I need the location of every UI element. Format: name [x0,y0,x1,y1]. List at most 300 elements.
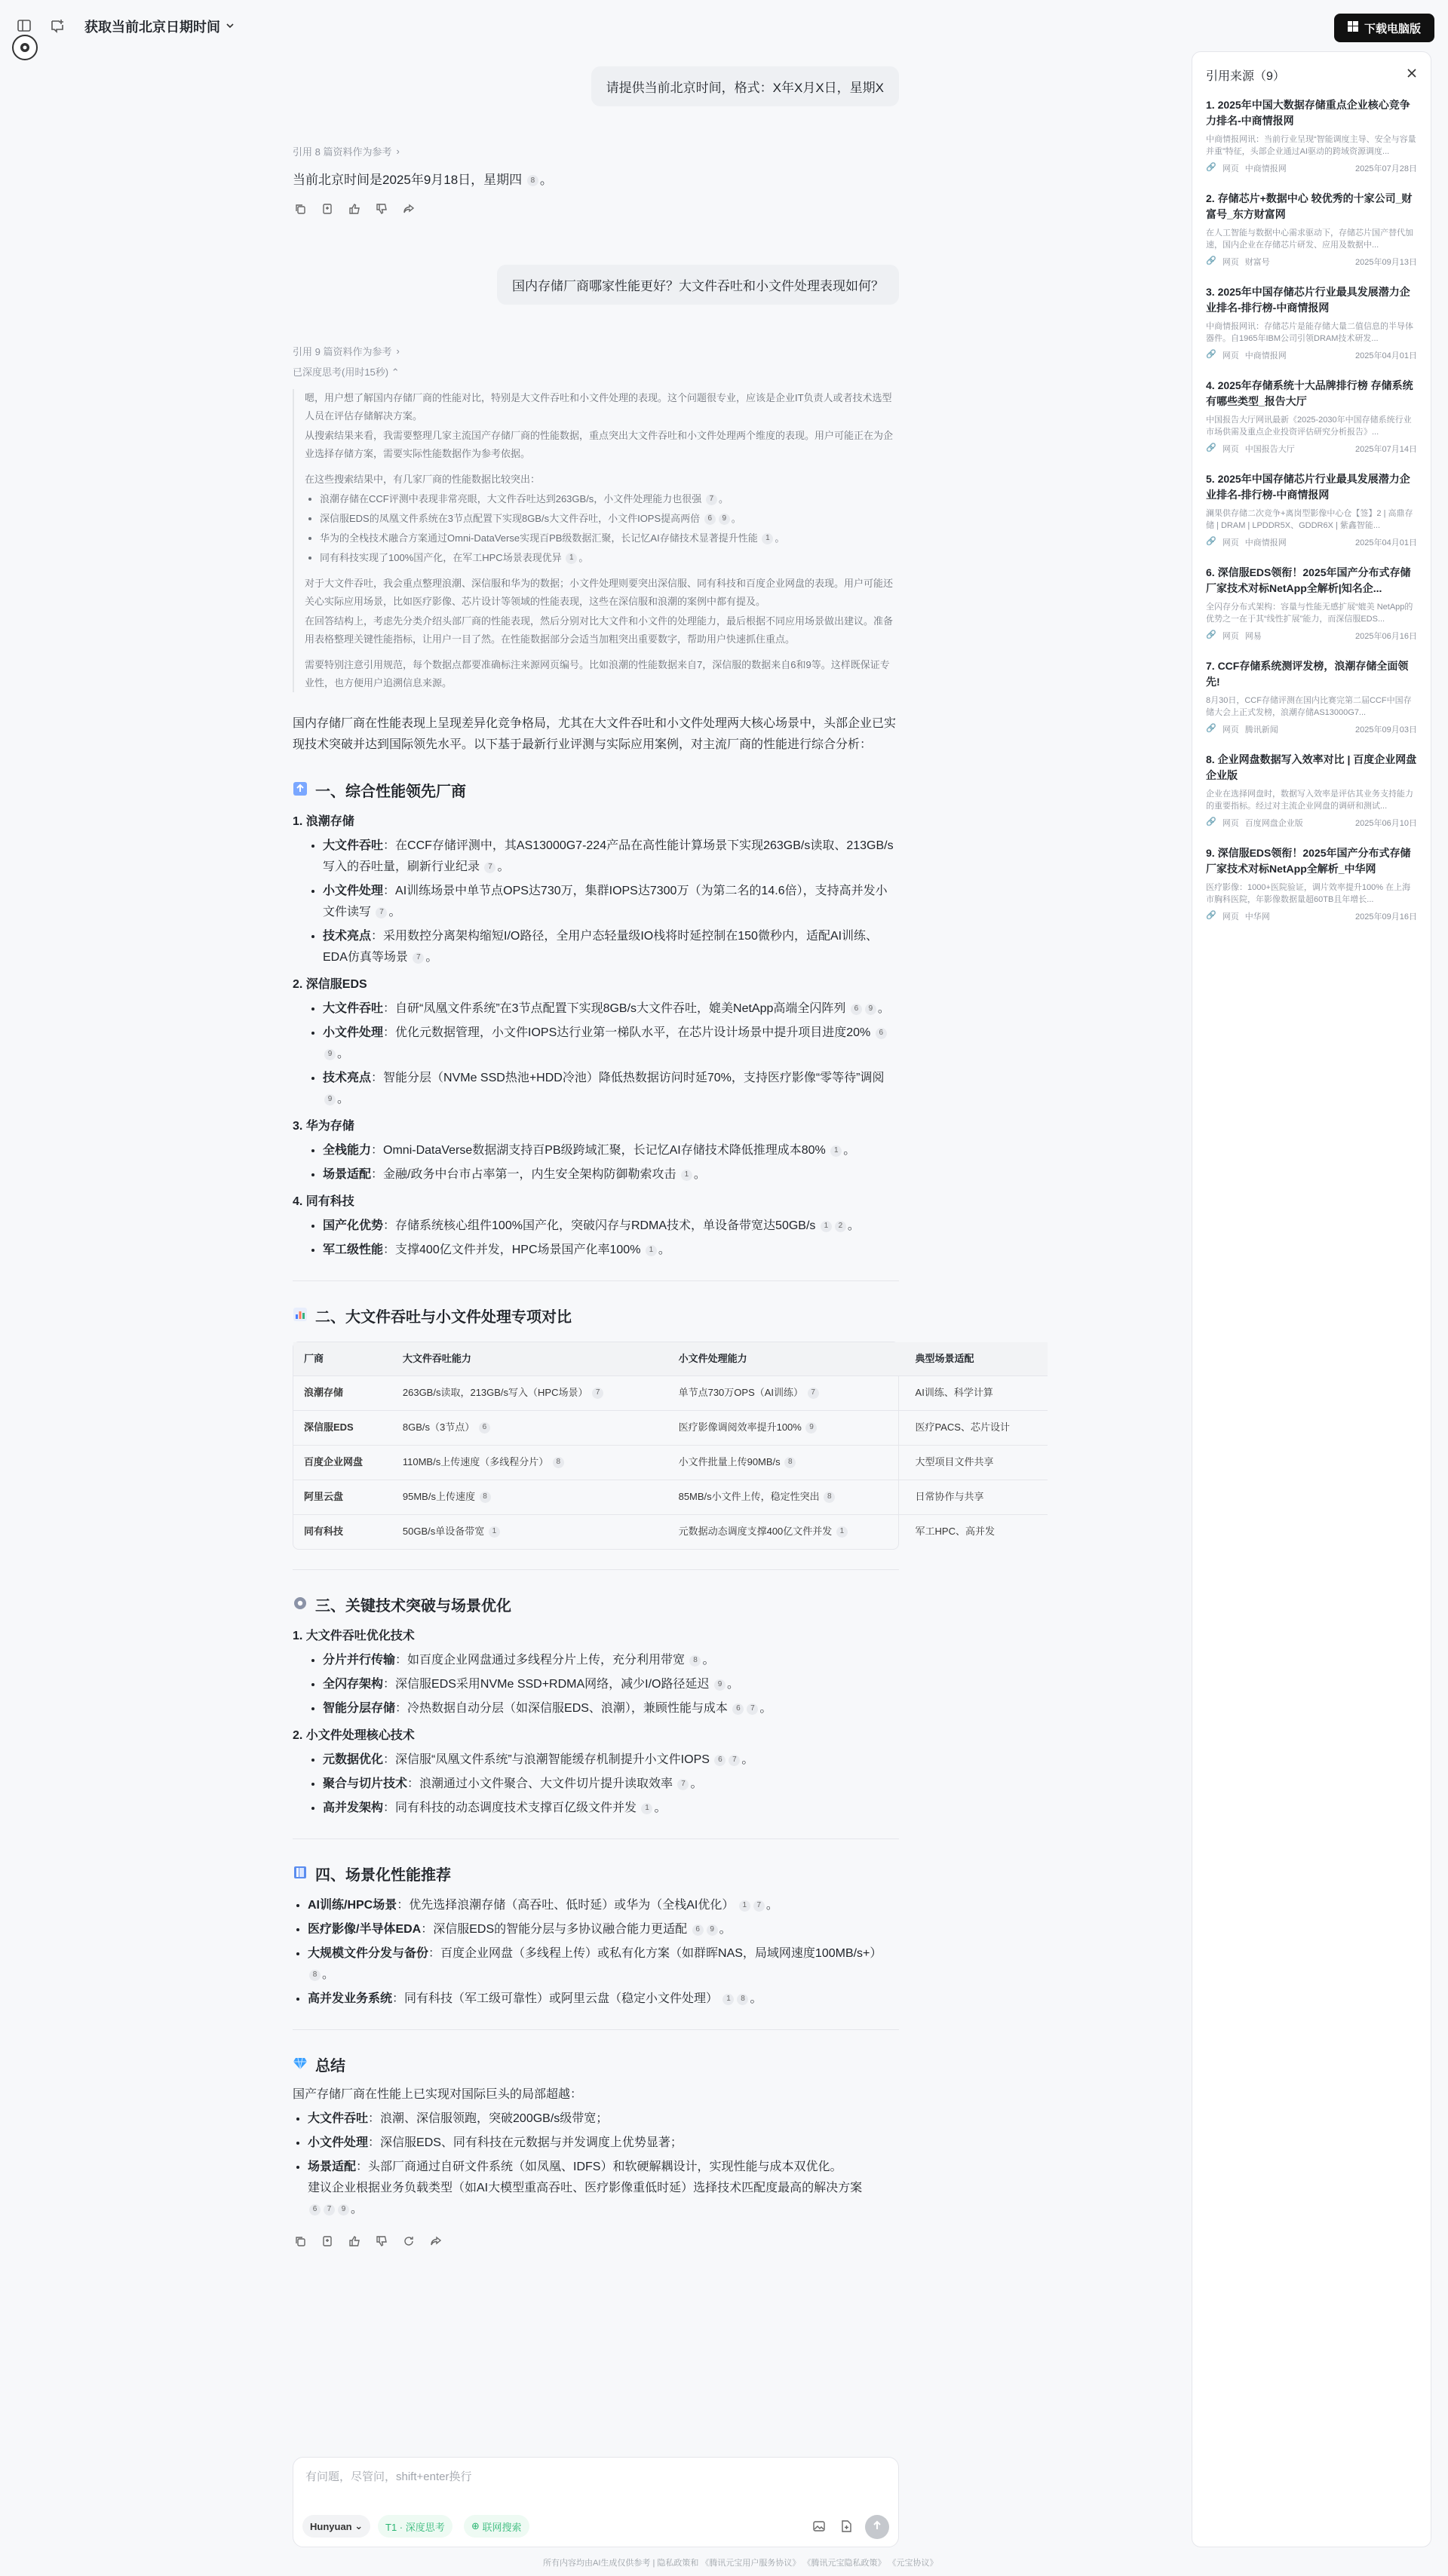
source-snippet: 全闪存分布式架构：容量与性能无感扩展“媲美 NetApp的优势之一在于其“线性扩展”能力，而深信服EDS... [1206,603,1413,624]
citation[interactable]: 7 [747,1704,758,1715]
list-item: • 国产化优势：存储系统核心组件100%国产化，突破闪存与RDMA技术，单设备带宽达50GB/s 1 2 。 [323,1216,899,1237]
item-label: 全闪存架构 [323,1678,384,1691]
source-item[interactable] [1192,658,1431,735]
link-icon: 🔗 [1206,724,1216,733]
item-text: ：采用数控分离架构缩短I/O路径，全用户态轻量级IO栈将时延控制在150微秒内，适配AI训练、EDA仿真等场景 [323,930,879,964]
bookmark-icon[interactable] [320,2234,335,2249]
section-heading: 三、关键技术突破与场景优化 [293,1596,899,1617]
source-site: 腾讯新闻 [1244,725,1278,734]
table-cell: 日常协作与共享 [905,1480,1048,1514]
source-title[interactable]: 8. 企业网盘数据写入效率对比 | 百度企业网盘企业版 [1206,753,1417,781]
source-date: 2025年06月10日 [1355,819,1417,828]
list-item: • 小文件处理：AI训练场景中单节点OPS达730万，集群IOPS达7300万（为第二名的14.6倍），支持高并发小文件读写 7 。 [323,881,899,923]
list-item: • 高并发架构：同有科技的动态调度技术支撑百亿级文件并发 1 。 [323,1798,899,1819]
table-cell: 单节点730万OPS（AI训练） 7 [668,1375,905,1410]
thinking-paragraph: 嗯，用户想了解国内存储厂商的性能对比，特别是大文件吞吐和小文件处理的表现。这个问题很专业，应该是企业IT负责人或者技术选型人员在评估存储解决方案。 [305,392,892,422]
link-icon: 🔗 [1206,911,1216,920]
citation[interactable]: 1 [489,1526,500,1538]
item-text: ：金融/政务中台市占率第一，内生安全架构防御勒索攻击 [371,1168,676,1181]
item-label: 智能分层存储 [323,1702,396,1715]
source-title[interactable]: 3. 2025年中国存储芯片行业最具发展潜力企业排名-排行榜-中商情报网 [1206,286,1410,314]
table-cell: 85MB/s小文件上传，稳定性突出 8 [668,1480,905,1514]
table-cell: 医疗PACS、芯片设计 [905,1410,1048,1445]
list-item: • 大规模文件分发与备份：百度企业网盘（多线程上传）或私有化方案（如群晖NAS，局域网速度100MB/s+） 8 。 [308,1943,899,1986]
item-label: 大文件吞吐 [323,839,384,852]
thumbs-up-icon[interactable] [347,201,362,216]
send-button[interactable] [865,2515,889,2539]
source-snippet: 8月30日，CCF存储评测在国内比赛完第二届CCF中国存储大会上正式发榜，浪潮存储AS13000G7... [1206,696,1412,717]
group-heading: 1. 大文件吞吐优化技术 [293,1630,415,1642]
source-meta [1206,162,1417,174]
recommendation-list [293,1895,899,2010]
source-date: 2025年09月13日 [1355,258,1417,267]
table-cell: 浪潮存储 [293,1375,392,1410]
citation[interactable]: 6 [692,1924,704,1936]
item-label: 聚合与切片技术 [323,1777,408,1790]
citation[interactable]: 8 [824,1492,835,1503]
source-date: 2025年04月01日 [1355,351,1417,360]
citation[interactable]: 1 [830,1145,842,1157]
item-text: ：自研“凤凰文件系统”在3节点配置下实现8GB/s大文件吞吐，媲美NetApp高端全闪阵列 [383,1002,846,1015]
citation[interactable]: 7 [729,1755,740,1766]
source-site: 中国报告大厅 [1244,445,1295,454]
source-type: 网页 [1222,632,1239,641]
citation[interactable]: 6 [876,1028,887,1039]
source-meta [1206,723,1417,735]
list-item: • 医疗影像/半导体EDA：深信服EDS的智能分层与多协议融合能力更适配 6 9 。 [308,1919,899,1940]
source-item[interactable] [1192,565,1431,642]
source-snippet: 澜果供存储二次竞争+离岗型影像中心仓【签】2 | 高鼎存储 | DRAM | LPDDR5X、GDDR6X | 紫鑫智能... [1206,509,1413,530]
source-item[interactable] [1192,97,1431,174]
chat-input-box[interactable] [293,2457,899,2547]
table-cell: AI训练、科学计算 [905,1375,1048,1410]
file-upload-icon[interactable] [839,2519,853,2537]
item-text: ：支撑400亿文件并发，HPC场景国产化率100% [383,1244,641,1256]
source-meta [1206,910,1417,922]
vendor-list [293,998,899,1110]
thinking-paragraph: 需要特别注意引用规范，每个数据点都要准确标注来源网页编号。比如浪潮的性能数据来自7，深信服的数据来自6和9等。这样既保证专业性，也方便用户追溯信息来源。 [305,659,890,688]
list-item: • 高并发业务系统：同有科技（军工级可靠性）或阿里云盘（稳定小文件处理） 1 8 。 [308,1989,899,2010]
list-item: • 元数据优化：深信服“凤凰文件系统”与浪潮智能缓存机制提升小文件IOPS 6 7 。 [323,1750,899,1771]
source-site: 百度网盘企业版 [1244,819,1303,828]
assistant-answer-2 [293,713,1010,2249]
thinking-bullet: • 同有科技实现了100%国产化，在军工HPC场景表现优异 1 。 [320,549,899,567]
vendor-heading: 4. 同有科技 [293,1195,354,1208]
avatar[interactable] [12,35,38,60]
table-row [293,1375,1048,1410]
vendor-list [293,836,899,968]
source-date: 2025年06月16日 [1355,632,1417,641]
item-text: ：深信服EDS、同有科技在元数据与并发调度上优势显著； [368,2136,683,2149]
send-icon [872,2520,882,2535]
source-meta [1206,256,1417,268]
citation[interactable]: 9 [865,1004,876,1015]
source-site: 中商情报网 [1244,538,1287,547]
references-toggle[interactable] [293,144,899,158]
windows-icon [1348,21,1358,35]
thinking-list [305,490,899,567]
citation[interactable]: 7 [376,907,387,918]
source-snippet: 中商情报网讯：存储芯片是能存储大量二值信息的半导体器件。自1965年IBM公司引领DRAM技术研发... [1206,322,1413,343]
link-icon: 🔗 [1206,163,1216,172]
share-icon[interactable] [428,2234,443,2249]
source-snippet: 医疗影像：1000+医院验证，调片效率提升100% 在上海市胸科医院，年影像数据量超60TB且年增长... [1206,883,1411,904]
source-type: 网页 [1222,819,1239,828]
source-item[interactable] [1192,284,1431,361]
citation[interactable]: 9 [714,1679,726,1691]
list-item: • 技术亮点：智能分层（NVMe SSD热池+HDD冷池）降低热数据访问时延70%，支持医疗影像“零等待”调阅 9 。 [323,1068,899,1110]
citation[interactable]: 1 [681,1170,692,1181]
section-heading: 四、场景化性能推荐 [293,1865,899,1886]
citation[interactable]: 8 [527,175,538,186]
citation[interactable]: 8 [784,1457,796,1468]
image-upload-icon[interactable] [812,2519,826,2537]
item-label: 分片并行传输 [323,1654,396,1667]
table-cell: 263GB/s读取，213GB/s写入（HPC场景） 7 [392,1375,668,1410]
source-site: 中华网 [1244,912,1270,922]
thumbs-down-icon[interactable] [374,201,389,216]
sources-panel [1192,51,1431,2547]
divider [293,2029,899,2030]
link-icon: 🔗 [1206,256,1216,265]
source-title[interactable]: 6. 深信服EDS领衔！2025年国产分布式存储厂家技术对标NetApp全解析|知名企... [1206,566,1411,594]
item-text: ：深信服EDS的智能分层与多协议融合能力更适配 [421,1923,688,1936]
list-item: • 大文件吞吐：在CCF存储评测中，其AS13000G7-224产品在高性能计算场景下实现263GB/s读取、213GB/s写入的吞吐量，刷新行业纪录 7 。 [323,836,899,878]
citation[interactable]: 1 [821,1221,832,1232]
source-type: 网页 [1222,258,1239,267]
item-label: 大文件吞吐 [323,1002,384,1015]
web-search-label: 联网搜索 [482,2521,522,2533]
item-text: ：优先选择浪潮存储（高吞吐、低时延）或华为（全栈AI优化） [397,1899,735,1912]
source-item[interactable] [1192,378,1431,455]
item-label: 场景适配 [308,2160,357,2173]
table-cell: 110MB/s上传速度（多线程分片） 8 [392,1445,668,1480]
list-item: • 场景适配：金融/政务中台市占率第一，内生安全架构防御勒索攻击 1 。 [323,1164,899,1185]
vendor-heading: 2. 深信服EDS [293,978,367,991]
chat-title-text: 获取当前北京日期时间 [84,20,220,35]
item-label: 国产化优势 [323,1219,384,1232]
message-actions [293,2234,899,2249]
table-row [293,1514,1048,1549]
copy-icon[interactable] [293,2234,308,2249]
source-item[interactable] [1192,845,1431,922]
conversation [293,66,1010,2249]
source-title[interactable]: 4. 2025年存储系统十大品牌排行榜 存储系统有哪些类型_报告大厅 [1206,379,1413,407]
list-item: • 聚合与切片技术：浪潮通过小文件聚合、大文件切片提升读取效率 7 。 [323,1774,899,1795]
source-meta [1206,349,1417,361]
vendor-heading: 1. 浪潮存储 [293,815,354,828]
list-item: • AI训练/HPC场景：优先选择浪潮存储（高吞吐、低时延）或华为（全栈AI优化） 1 7 。 [308,1895,899,1916]
table-cell: 医疗影像调阅效率提升100% 9 [668,1410,905,1445]
source-meta [1206,817,1417,829]
table-row [293,1445,1048,1480]
divider [293,1838,899,1839]
citation[interactable]: 9 [324,1094,336,1106]
vendor-list [293,1216,899,1261]
source-snippet: 在人工智能与数据中心需求驱动下，存储芯片国产替代加速，国内企业在存储芯片研发、应用及数据中... [1206,228,1413,250]
group-list [293,1650,899,1719]
item-label: 小文件处理 [323,885,384,897]
item-text: ：头部厂商通过自研文件系统（如凤凰、IDFS）和软硬解耦设计，实现性能与成本双优化。 [356,2160,842,2173]
item-text: ：深信服EDS采用NVMe SSD+RDMA网络，减少I/O路径延迟 [383,1678,710,1691]
citation[interactable]: 7 [324,2204,335,2216]
table-row [293,1480,1048,1514]
citation[interactable]: 9 [324,1049,336,1060]
sources-list [1192,97,1431,922]
source-date: 2025年09月16日 [1355,912,1417,922]
section-heading: 总结 [293,2056,899,2077]
table-cell: 小文件批量上传90MB/s 8 [668,1445,905,1480]
upload-icon [293,781,308,802]
thumbs-up-icon[interactable] [347,2234,362,2249]
vendor-heading: 3. 华为存储 [293,1120,354,1133]
link-icon: 🔗 [1206,537,1216,546]
item-text: ：冷热数据自动分层（如深信服EDS、浪潮），兼顾性能与成本 [395,1702,728,1715]
chevron-right-icon: › [396,345,400,357]
bookmark-icon[interactable] [320,201,335,216]
item-label: 大文件吞吐 [308,2112,369,2125]
citation[interactable]: 9 [805,1422,817,1434]
item-label: 高并发业务系统 [308,1992,393,2005]
table-cell: 百度企业网盘 [293,1445,392,1480]
link-icon: 🔗 [1206,443,1216,452]
table-cell: 50GB/s单设备带宽 1 [392,1514,668,1549]
table-header-cell: 典型场景适配 [905,1342,1048,1375]
group-heading: 2. 小文件处理核心技术 [293,1729,415,1742]
summary-list [293,2108,899,2178]
citation[interactable]: 7 [677,1779,689,1790]
deep-think-label: T1 · 深度思考 [385,2521,445,2533]
user-message: 国内存储厂商哪家性能更好？大文件吞吐和小文件处理表现如何？ [497,265,899,305]
citation[interactable]: 7 [484,862,495,873]
list-item: • 军工级性能：支撑400亿文件并发，HPC场景国产化率100% 1 。 [323,1240,899,1261]
citation[interactable]: 1 [641,1803,652,1814]
regenerate-icon[interactable] [401,2234,416,2249]
source-item[interactable] [1192,191,1431,268]
gear-icon [293,1596,308,1617]
table-header-cell: 小文件处理能力 [668,1342,905,1375]
citation[interactable]: 7 [413,952,424,964]
assistant-answer-1: 当前北京时间是2025年9月18日，星期四 8 。 [293,173,553,187]
thinking-paragraph: 从搜索结果来看，我需要整理几家主流国产存储厂商的性能数据，重点突出大文件吞吐和小文件处理两个维度的表现。用户可能正在为企业选择存储方案，需要实际性能数据作为参考依据。 [305,430,894,459]
item-text: ：百度企业网盘（多线程上传）或私有化方案（如群晖NAS，局域网速度100MB/s+） [428,1947,882,1960]
item-text: ：深信服“凤凰文件系统”与浪潮智能缓存机制提升小文件IOPS [383,1753,710,1766]
summary-outro: 建议企业根据业务负载类型（如AI大模型重高吞吐、医疗影像重低时延）选择技术匹配度最高的解决方案 6 7 9 。 [308,2182,863,2216]
sources-title: 引用来源（9） [1206,69,1285,83]
citation[interactable]: 6 [851,1004,862,1015]
citation[interactable]: 7 [753,1900,765,1912]
thinking-toggle[interactable] [293,364,899,379]
item-label: 技术亮点 [323,930,372,943]
item-label: 高并发架构 [323,1802,384,1814]
table-cell: 大型项目文件共享 [905,1445,1048,1480]
source-item[interactable] [1192,471,1431,548]
source-date: 2025年07月28日 [1355,164,1417,173]
thinking-paragraph: 对于大文件吞吐，我会重点整理浪潮、深信服和华为的数据；小文件处理则要突出深信服、同有科技和百度企业网盘的表现。用户可能还关心实际应用场景，比如医疗影像、芯片设计等领域的性能表现，这些在深信服和浪潮的案例中都有提及。 [305,578,894,607]
source-item[interactable] [1192,752,1431,829]
citation[interactable]: 6 [714,1755,726,1766]
list-item [308,2157,899,2178]
download-desktop-button[interactable] [1334,14,1434,42]
thinking-paragraph: 在回答结构上，考虑先分类介绍头部厂商的性能表现，然后分别对比大文件和小文件的处理能力，最后根据不同应用场景做出建议。准备用表格整理关键性能指标，让用户一目了然。在性能数据部分会适当加粗突出重要数字，帮助用户快速抓住重点。 [305,615,894,645]
section-heading: 一、综合性能领先厂商 [293,781,899,802]
item-label: 大规模文件分发与备份 [308,1947,429,1960]
item-label: 小文件处理 [308,2136,369,2149]
table-cell: 8GB/s（3节点） 6 [392,1410,668,1445]
sources-header [1192,52,1431,97]
item-text: ：AI训练场景中单节点OPS达730万，集群IOPS达7300万（为第二名的14.6倍），支持高并发小文件读写 [323,885,888,918]
citation[interactable]: 8 [689,1655,701,1667]
share-icon[interactable] [401,201,416,216]
table-header-row [293,1342,1048,1375]
source-site: 网易 [1244,632,1262,641]
source-type: 网页 [1222,912,1239,922]
list-item: • 技术亮点：采用数控分离架构缩短I/O路径，全用户态轻量级IO栈将时延控制在150微秒内，适配AI训练、EDA仿真等场景 7 。 [323,926,899,968]
table-cell: 95MB/s上传速度 8 [392,1480,668,1514]
answer-text: 当前北京时间是2025年9月18日，星期四 [293,173,523,187]
section1-body [293,811,899,1261]
table-cell: 军工HPC、高并发 [905,1514,1048,1549]
source-type: 网页 [1222,445,1239,454]
source-title[interactable]: 5. 2025年中国存储芯片行业最具发展潜力企业排名-排行榜-中商情报网 [1206,473,1410,501]
list-item: • 全栈能力：Omni-DataVerse数据湖支持百PB级跨域汇聚，长记忆AI存储技术降低推理成本80% 1 。 [323,1140,899,1161]
model-name: Hunyuan [310,2520,352,2532]
item-label: AI训练/HPC场景 [308,1899,397,1912]
item-text: ：Omni-DataVerse数据湖支持百PB级跨域汇聚，长记忆AI存储技术降低推理成本80% [371,1144,826,1157]
model-selector[interactable] [302,2515,370,2538]
citation[interactable]: 8 [480,1492,491,1503]
item-label: 技术亮点 [323,1072,372,1084]
thumbs-down-icon[interactable] [374,2234,389,2249]
copy-icon[interactable] [293,201,308,216]
citation[interactable]: 6 [309,2204,321,2216]
group-list [293,1750,899,1819]
source-title[interactable]: 9. 深信服EDS领衔！2025年国产分布式存储厂家技术对标NetApp全解析_中华网 [1206,847,1411,875]
item-label: 医疗影像/半导体EDA [308,1923,422,1936]
table-cell: 元数据动态调度支撑400亿文件并发 1 [668,1514,905,1549]
citation[interactable]: 8 [553,1457,564,1468]
table-header-cell: 厂商 [293,1342,392,1375]
thinking-bullet: • 华为的全栈技术融合方案通过Omni-DataVerse实现百PB级数据汇聚，长记忆AI存储技术显著提升性能 1 。 [320,529,899,547]
link-icon: 🔗 [1206,350,1216,359]
list-item: • 小文件处理：优化元数据管理，小文件IOPS达行业第一梯队水平，在芯片设计场景中提升项目进度20% 69 。 [323,1023,899,1065]
thinking-bullet: • 浪潮存储在CCF评测中表现非常亮眼，大文件吞吐达到263GB/s，小文件处理能力也很强 7 。 [320,490,899,508]
citation[interactable]: 1 [646,1245,657,1256]
source-title[interactable]: 2. 存储芯片+数据中心 较优秀的十家公司_财富号_东方财富网 [1206,192,1413,220]
source-site: 中商情报网 [1244,164,1287,173]
footer-disclaimer: 所有内容均由AI生成仅供参考 | 隐私政策和 《腾讯元宝用户服务协议》 《腾讯元宝隐私政策》 《元宝协议》 [543,2559,938,2568]
link-icon: 🔗 [1206,817,1216,826]
chat-input-placeholder[interactable]: 有问题，尽管问，shift+enter换行 [305,2470,472,2483]
link-icon: 🔗 [1206,630,1216,639]
citation[interactable]: 1 [739,1900,750,1912]
thinking-paragraph: 在这些搜索结果中，有几家厂商的性能数据比较突出： [305,474,541,485]
list-item: • 大文件吞吐：自研“凤凰文件系统”在3节点配置下实现8GB/s大文件吞吐，媲美NetApp高端全闪阵列 6 9 。 [323,998,899,1020]
close-icon[interactable] [1407,68,1417,82]
source-site: 中商情报网 [1244,351,1287,360]
list-item [308,2133,899,2154]
source-type: 网页 [1222,538,1239,547]
source-meta [1206,630,1417,642]
source-type: 网页 [1222,351,1239,360]
citation[interactable]: 6 [732,1704,744,1715]
source-date: 2025年07月14日 [1355,445,1417,454]
divider [293,1569,899,1570]
table-cell: 深信服EDS [293,1410,392,1445]
list-item: • 全闪存架构：深信服EDS采用NVMe SSD+RDMA网络，减少I/O路径延迟 9 。 [323,1674,899,1695]
comparison-table [293,1342,1010,1550]
chevron-right-icon: › [396,146,400,157]
item-text: ：在CCF存储评测中，其AS13000G7-224产品在高性能计算场景下实现263GB/s读取、213GB/s写入的吞吐量，刷新行业纪录 [323,839,894,873]
vendor-list [293,1140,899,1185]
source-title[interactable]: 7. CCF存储系统测评发榜，浪潮存储全面领先! [1206,660,1409,688]
citation[interactable]: 9 [338,2204,349,2216]
item-text: ：浪潮通过小文件聚合、大文件切片提升读取效率 [407,1777,673,1790]
new-chat-icon[interactable] [44,12,71,39]
table-header-cell: 大文件吞吐能力 [392,1342,668,1375]
answer-intro: 国内存储厂商在性能表现上呈现差异化竞争格局，尤其在大文件吞吐和小文件处理两大核心场景中，头部企业已实现技术突破并达到国际领先水平。以下基于最新行业评测与实际应用案例，对主流厂商的性能进行综合分析： [293,717,897,751]
deep-think-toggle[interactable] [378,2515,452,2538]
references-label: 引用 9 篇资料作为参考 [293,346,392,357]
item-text: ：优化元数据管理，小文件IOPS达行业第一梯队水平，在芯片设计场景中提升项目进度20% [383,1026,871,1039]
user-message: 请提供当前北京时间，格式：X年X月X日，星期X [591,66,899,106]
citation[interactable]: 8 [309,1970,321,1981]
chevron-down-icon: ⌄ [354,2520,364,2532]
item-label: 全栈能力 [323,1144,372,1157]
web-search-toggle[interactable] [464,2515,529,2538]
item-label: 元数据优化 [323,1753,384,1766]
chat-title[interactable] [84,17,235,36]
globe-icon: ⊕ [471,2520,480,2532]
item-text: ：浪潮、深信服领跑，突破200GB/s级带宽； [368,2112,609,2125]
citation[interactable]: 1 [836,1526,848,1538]
chart-icon [293,1307,308,1328]
thinking-label: 已深度思考(用时15秒) [293,366,389,378]
references-toggle[interactable] [293,344,899,358]
source-type: 网页 [1222,164,1239,173]
list-item: • 智能分层存储：冷热数据自动分层（如深信服EDS、浪潮），兼顾性能与成本 6 7 。 [323,1698,899,1719]
source-meta [1206,536,1417,548]
item-text: ：存储系统核心组件100%国产化，突破闪存与RDMA技术，单设备带宽达50GB/s [383,1219,816,1232]
thinking-bullet: • 深信服EDS的凤凰文件系统在3节点配置下实现8GB/s大文件吞吐，小文件IOPS提高两倍 6 9 。 [320,510,899,528]
item-text: ：同有科技的动态调度技术支撑百亿级文件并发 [383,1802,637,1814]
references-label: 引用 8 篇资料作为参考 [293,146,392,158]
list-item: • 分片并行传输：如百度企业网盘通过多线程分片上传，充分利用带宽 8 。 [323,1650,899,1671]
citation[interactable]: 9 [707,1924,718,1936]
table-cell: 同有科技 [293,1514,392,1549]
citation[interactable]: 7 [808,1388,819,1399]
citation[interactable]: 7 [592,1388,603,1399]
citation[interactable]: 8 [737,1994,748,2005]
download-label: 下载电脑版 [1364,22,1421,35]
thinking-content [293,389,899,692]
divider [293,1280,899,1281]
item-label: 军工级性能 [323,1244,384,1256]
summary-intro: 国产存储厂商在性能上已实现对国际巨头的局部超越： [293,2088,583,2101]
citation[interactable]: 1 [722,1994,734,2005]
source-date: 2025年04月01日 [1355,538,1417,547]
list-item [308,2108,899,2130]
top-bar [0,0,1448,54]
citation[interactable]: 6 [479,1422,490,1434]
citation[interactable]: 2 [835,1221,846,1232]
item-label: 场景适配 [323,1168,372,1181]
chevron-up-icon: ⌃ [391,366,400,378]
item-text: ：智能分层（NVMe SSD热池+HDD冷池）降低热数据访问时延70%，支持医疗影像“零等待”调阅 [371,1072,885,1084]
source-snippet: 中国报告大厅网讯最新《2025-2030年中国存储系统行业市场供需及重点企业投资评估研究分析报告》... [1206,416,1412,437]
source-title[interactable]: 1. 2025年中国大数据存储重点企业核心竞争力排名-中商情报网 [1206,99,1410,127]
table-cell: 阿里云盘 [293,1480,392,1514]
